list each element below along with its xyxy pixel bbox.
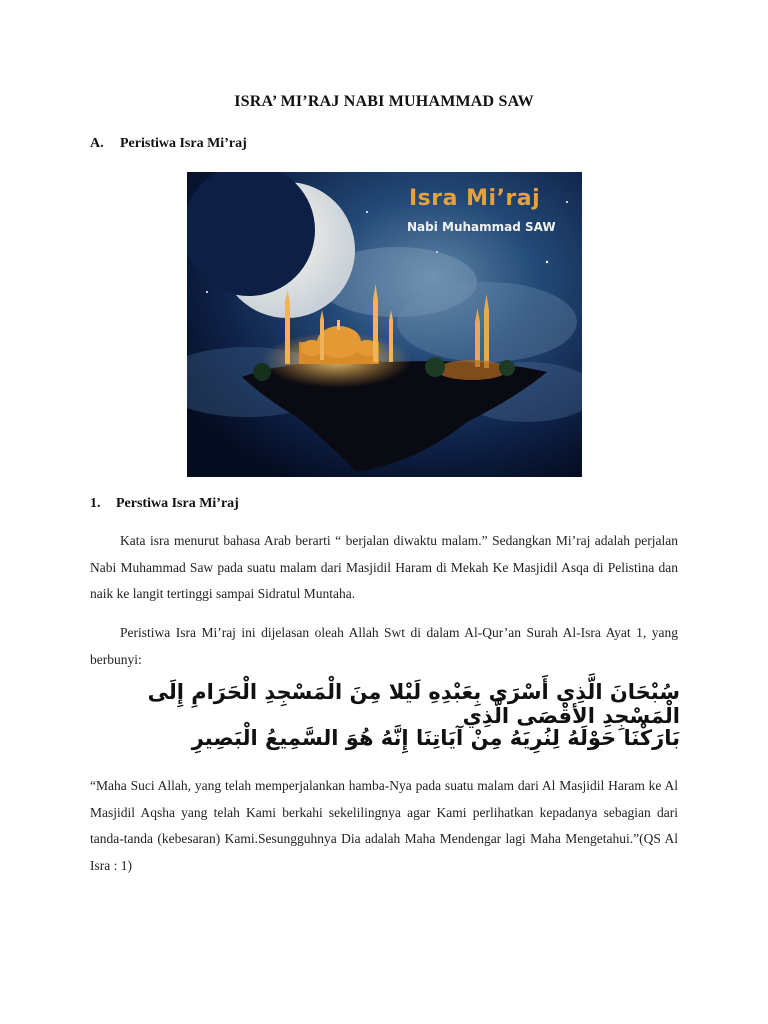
banner-subtitle: Nabi Muhammad SAW (407, 220, 556, 234)
verse-translation: “Maha Suci Allah, yang telah memperjalankan hamba-Nya pada suatu malam dari Al Masjidil Haram ke Al Masjidil Aqsha yang telah Kami berkahi sekelilingnya agar Kami perlihatkan kepadanya sebagian dari tanda-tanda (kebesaran) Kami.Sesungguhnya Dia adalah Maha Mendengar lagi Maha Mengetahui.”(QS Al Isra : 1) (90, 778, 678, 873)
section-a-heading (90, 136, 247, 152)
section-1-heading (90, 496, 239, 512)
section-1-number: 1. (90, 496, 101, 511)
page-title: ISRA’ MI’RAJ NABI MUHAMMAD SAW (234, 93, 534, 110)
section-a-title: Peristiwa Isra Mi’raj (120, 136, 247, 151)
paragraph-intro-verse: Peristiwa Isra Mi’raj ini dijelasan oleah Allah Swt di dalam Al-Qur’an Surah Al-Isra Ayat 1, yang berbunyi: (90, 625, 678, 667)
isra-miraj-banner-image (187, 172, 582, 477)
banner-title: Isra Mi’raj (409, 186, 541, 211)
arabic-verse-line-2: بَارَكْنَا حَوْلَهُ لِنُرِيَهُ مِنْ آيَاتِنَا إِنَّهُ هُوَ السَّمِيعُ الْبَصِيرِ (191, 726, 680, 750)
section-1-title: Perstiwa Isra Mi’raj (116, 496, 239, 511)
section-a-number: A. (90, 136, 104, 151)
banner-illustration (187, 172, 582, 477)
arabic-verse-line-1: سُبْحَانَ الَّذِي أَسْرَى بِعَبْدِهِ لَيْلا مِنَ الْمَسْجِدِ الْحَرَامِ إِلَى الْمَسْجِدِ الأقْصَى الَّذِي (147, 680, 680, 728)
paragraph-definition: Kata isra menurut bahasa Arab berarti “ berjalan diwaktu malam.” Sedangkan Mi’raj adalah perjalan Nabi Muhammad Saw pada suatu malam dari Masjidil Haram di Mekah Ke Masjidil Asqa di Pelistina dan naik ke langit tertinggi sampai Sidratul Muntaha. (90, 533, 678, 601)
